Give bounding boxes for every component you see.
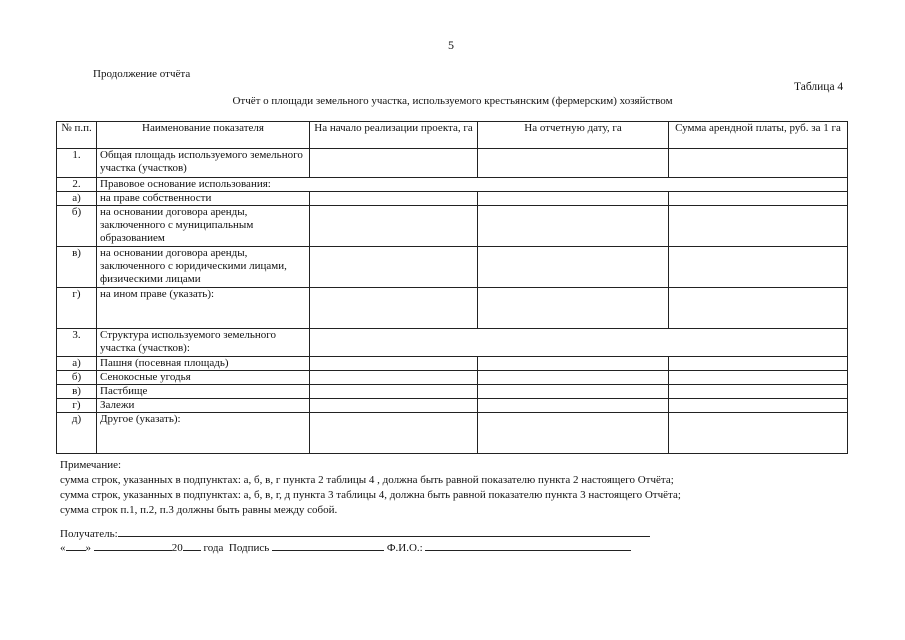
year-prefix: 20: [171, 542, 183, 554]
row-number: 3.: [57, 329, 97, 357]
year-field[interactable]: [183, 540, 201, 551]
cell-empty: [310, 329, 848, 357]
report-table: [56, 121, 848, 454]
cell-report[interactable]: [478, 413, 669, 454]
cell-rent[interactable]: [669, 413, 848, 454]
table-row: [57, 385, 848, 399]
row-number: г): [57, 288, 97, 329]
header-num: № п.п.: [57, 122, 97, 149]
row-name: Другое (указать):: [97, 413, 310, 454]
row-number: 1.: [57, 149, 97, 178]
header-start: На начало реализации проекта, га: [310, 122, 478, 149]
quote-open: «: [60, 542, 66, 554]
cell-start[interactable]: [310, 206, 478, 247]
cell-start[interactable]: [310, 357, 478, 371]
row-name: на основании договора аренды, заключенного с юридическими лицами, физическими лицами: [97, 247, 310, 288]
cell-report[interactable]: [478, 288, 669, 329]
recipient-label: Получатель:: [60, 528, 118, 540]
table-row: [57, 192, 848, 206]
table-row: [57, 178, 848, 192]
cell-start[interactable]: [310, 399, 478, 413]
row-name: Сенокосные угодья: [97, 371, 310, 385]
continuation-label: Продолжение отчёта: [93, 68, 191, 80]
row-name: Пастбище: [97, 385, 310, 399]
table-row: [57, 149, 848, 178]
row-number: г): [57, 399, 97, 413]
table-row: [57, 247, 848, 288]
notes-line: сумма строк п.1, п.2, п.3 должны быть равны между собой.: [60, 504, 338, 516]
cell-rent[interactable]: [669, 357, 848, 371]
year-suffix: года: [203, 542, 224, 554]
table-row: [57, 357, 848, 371]
cell-report[interactable]: [478, 247, 669, 288]
day-field[interactable]: [66, 540, 86, 551]
recipient-field[interactable]: [118, 526, 650, 537]
sign-label: Подпись: [228, 542, 270, 554]
cell-report[interactable]: [478, 206, 669, 247]
table-row: [57, 329, 848, 357]
table-label: Таблица 4: [794, 81, 844, 93]
cell-rent[interactable]: [669, 371, 848, 385]
header-name: Наименование показателя: [97, 122, 310, 149]
cell-report[interactable]: [478, 357, 669, 371]
cell-start[interactable]: [310, 247, 478, 288]
header-report: На отчетную дату, га: [478, 122, 669, 149]
row-name: Структура используемого земельного участка (участков):: [97, 329, 310, 357]
cell-rent[interactable]: [669, 399, 848, 413]
date-signature-row: [60, 540, 631, 554]
notes-line: сумма строк, указанных в подпунктах: а, б, в, г, д пункта 3 таблицы 4, должна быть равной показателю пункта 3 настоящего Отчёта;: [60, 489, 681, 501]
month-field[interactable]: [94, 540, 172, 551]
notes-line: сумма строк, указанных в подпунктах: а, б, в, г пункта 2 таблицы 4 , должна быть равной показателю пункта 2 настоящего Отчёта;: [60, 474, 674, 486]
cell-report[interactable]: [478, 399, 669, 413]
cell-rent[interactable]: [669, 149, 848, 178]
quote-close: »: [85, 542, 91, 554]
table-row: [57, 413, 848, 454]
recipient-row: [60, 526, 650, 540]
fio-label: Ф.И.О.:: [386, 542, 423, 554]
row-number: в): [57, 385, 97, 399]
table-row: [57, 206, 848, 247]
row-number: в): [57, 247, 97, 288]
row-name: Общая площадь используемого земельного участка (участков): [97, 149, 310, 178]
notes-block: [60, 458, 860, 518]
table-row: [57, 371, 848, 385]
cell-start[interactable]: [310, 149, 478, 178]
row-name: Пашня (посевная площадь): [97, 357, 310, 371]
row-name: на основании договора аренды, заключенного с муниципальным образованием: [97, 206, 310, 247]
cell-start[interactable]: [310, 288, 478, 329]
row-number: б): [57, 206, 97, 247]
cell-report[interactable]: [478, 192, 669, 206]
cell-rent[interactable]: [669, 247, 848, 288]
row-number: 2.: [57, 178, 97, 192]
report-title: Отчёт о площади земельного участка, используемого крестьянским (фермерским) хозяйством: [232, 95, 673, 107]
header-rent: Сумма арендной платы, руб. за 1 га: [669, 122, 848, 149]
cell-start[interactable]: [310, 413, 478, 454]
sign-field[interactable]: [272, 540, 384, 551]
row-name: на праве собственности: [97, 192, 310, 206]
cell-report[interactable]: [478, 371, 669, 385]
cell-rent[interactable]: [669, 206, 848, 247]
row-name: на ином праве (указать):: [97, 288, 310, 329]
page-number: 5: [448, 38, 454, 52]
row-number: б): [57, 371, 97, 385]
row-name: Залежи: [97, 399, 310, 413]
table-row: [57, 399, 848, 413]
cell-start[interactable]: [310, 371, 478, 385]
cell-rent[interactable]: [669, 385, 848, 399]
table-row: [57, 288, 848, 329]
row-number: д): [57, 413, 97, 454]
cell-report[interactable]: [478, 149, 669, 178]
notes-title: Примечание:: [60, 459, 122, 471]
cell-start[interactable]: [310, 385, 478, 399]
row-name: Правовое основание использования:: [97, 178, 848, 192]
cell-rent[interactable]: [669, 192, 848, 206]
fio-field[interactable]: [425, 540, 631, 551]
row-number: а): [57, 357, 97, 371]
cell-report[interactable]: [478, 385, 669, 399]
cell-start[interactable]: [310, 192, 478, 206]
row-number: а): [57, 192, 97, 206]
cell-rent[interactable]: [669, 288, 848, 329]
